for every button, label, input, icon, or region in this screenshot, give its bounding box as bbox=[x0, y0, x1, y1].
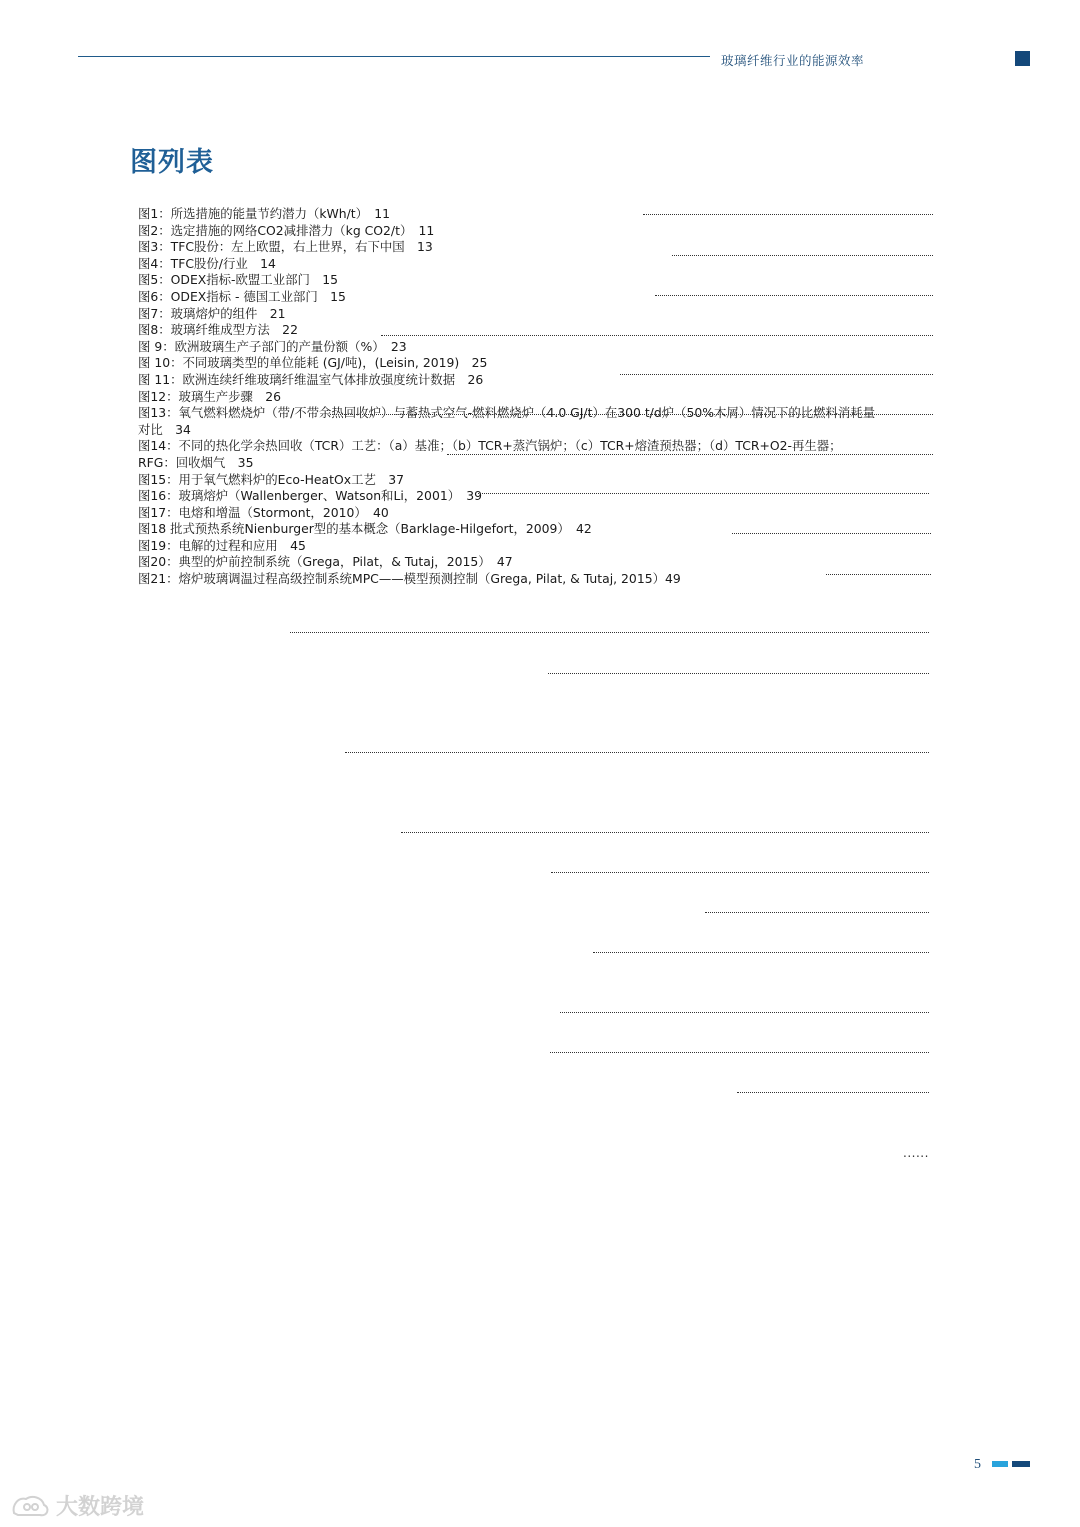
toc-entry[interactable]: 图12：玻璃生产步骤 26 bbox=[138, 388, 282, 404]
toc-entry[interactable]: 图3：TFC股份：左上欧盟，右上世界，右下中国 13 bbox=[138, 239, 433, 255]
dot-leader bbox=[826, 574, 931, 575]
dot-leader bbox=[672, 255, 933, 256]
toc-entry[interactable]: 图19：电解的过程和应用 45 bbox=[138, 537, 306, 553]
dot-leader bbox=[548, 673, 929, 674]
dot-leader bbox=[655, 295, 933, 296]
toc-entry[interactable]: 图20：典型的炉前控制系统（Grega，Pilat，& Tutaj，2015） 47 bbox=[138, 554, 513, 570]
page-title: 图列表 bbox=[130, 147, 214, 178]
toc-entry[interactable]: 图 11：欧洲连续纤维玻璃纤维温室气体排放强度统计数据 26 bbox=[138, 371, 484, 387]
toc-entry[interactable]: 图16：玻璃熔炉（Wallenberger、Watson和Li，2001） 39 bbox=[138, 488, 483, 504]
footer-accent-bar-dark bbox=[1012, 1461, 1030, 1467]
dot-leader bbox=[705, 912, 929, 913]
toc-entry[interactable]: 图17：电熔和增温（Stormont，2010） 40 bbox=[138, 504, 389, 520]
dot-leader bbox=[550, 1052, 929, 1053]
dot-leader bbox=[560, 1012, 929, 1013]
dot-leader bbox=[732, 533, 931, 534]
page-number: 5 bbox=[974, 1457, 981, 1472]
toc-entry[interactable]: 图15：用于氧气燃料炉的Eco-HeatOx工艺 37 bbox=[138, 471, 405, 487]
toc-entry[interactable]: 图2：选定措施的网络CO2减排潜力（kg CO2/t） 11 bbox=[138, 222, 435, 238]
dot-leader bbox=[401, 832, 929, 833]
toc-entry[interactable]: 图21：熔炉玻璃调温过程高级控制系统MPC——模型预测控制（Grega, Pilat, & Tutaj, 2015）49 bbox=[138, 571, 681, 587]
toc-entry[interactable]: 图18 批式预热系统Nienburger型的基本概念（Barklage-Hilgefort，2009） 42 bbox=[138, 521, 592, 537]
toc-entry[interactable]: 图5：ODEX指标-欧盟工业部门 15 bbox=[138, 272, 339, 288]
dot-leader bbox=[737, 1092, 929, 1093]
toc-entry[interactable]: 图6：ODEX指标 - 德国工业部门 15 bbox=[138, 288, 346, 304]
toc-entry[interactable]: 图7：玻璃熔炉的组件 21 bbox=[138, 305, 286, 321]
header-doc-title: 玻璃纤维行业的能源效率 bbox=[721, 53, 865, 68]
watermark-logo-icon bbox=[10, 1493, 50, 1519]
dot-leader bbox=[643, 214, 933, 215]
toc-entry[interactable]: 图 9：欧洲玻璃生产子部门的产量份额（%） 23 bbox=[138, 338, 407, 354]
dot-leader bbox=[447, 454, 933, 455]
dot-leader bbox=[381, 335, 933, 336]
header-rule bbox=[78, 56, 710, 57]
dot-leader bbox=[593, 952, 929, 953]
toc-entry[interactable]: 图13：氧气燃料燃烧炉（带/不带余热回收炉）与蓄热式空气-燃料燃烧炉（4.0 GJ/t）在300 t/d炉（50%木屑）情况下的比燃料消耗量 bbox=[138, 405, 876, 421]
watermark-text: 大数跨境 bbox=[56, 1495, 145, 1520]
watermark bbox=[10, 1490, 144, 1521]
toc-entry-continued[interactable]: RFG：回收烟气 35 bbox=[138, 454, 254, 470]
dot-leader bbox=[620, 374, 933, 375]
toc-entry[interactable]: 图14：不同的热化学余热回收（TCR）工艺：（a）基准；（b）TCR+蒸汽锅炉；（c）TCR+熔渣预热器；（d）TCR+O2-再生器； bbox=[138, 438, 842, 454]
dot-leader bbox=[478, 493, 929, 494]
dot-leader bbox=[290, 632, 929, 633]
footer-accent-bar-light bbox=[992, 1461, 1008, 1467]
toc-entry[interactable]: 图 10：不同玻璃类型的单位能耗 (GJ/吨)，(Leisin, 2019) 25 bbox=[138, 355, 488, 371]
toc-entry[interactable]: 图1：所选措施的能量节约潜力（kWh/t） 11 bbox=[138, 206, 391, 221]
dot-leader bbox=[345, 752, 929, 753]
figure-list bbox=[138, 206, 950, 588]
toc-entry-continued[interactable]: 对比 34 bbox=[138, 421, 191, 437]
dot-leader bbox=[330, 414, 933, 415]
trailing-dots: ...... bbox=[903, 1146, 929, 1160]
header-square-mark bbox=[1015, 51, 1030, 66]
dot-leader bbox=[551, 872, 929, 873]
toc-entry[interactable]: 图4：TFC股份/行业 14 bbox=[138, 255, 276, 271]
toc-entry[interactable]: 图8：玻璃纤维成型方法 22 bbox=[138, 322, 298, 338]
